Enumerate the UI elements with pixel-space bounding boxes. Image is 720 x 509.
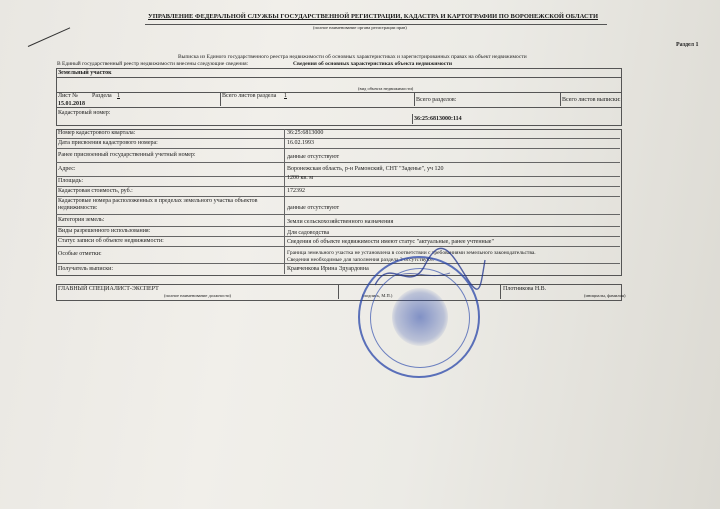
row-value: Воронежская область, р-н Рамонский, СНТ "Заденье", уч 120 [287,166,444,172]
divider [412,114,413,124]
pen-mark [28,27,70,47]
sign-caption: (подпись, М.П.) [362,293,393,298]
intro-text: В Единый государственный реестр недвижимости внесены следующие сведения: [57,61,249,67]
table-row [56,177,620,187]
column-divider [284,197,285,214]
row-label: Кадастровая стоимость, руб.: [58,188,133,194]
row-value: 172392 [287,188,305,194]
divider [56,77,622,78]
table-row [56,129,620,139]
name-caption: (инициалы, фамилия) [584,293,626,298]
row-label: Дата присвоения кадастрового номера: [58,140,158,146]
total-sheets-section-value: 1 [284,93,287,99]
column-divider [284,237,285,246]
column-divider [284,264,285,274]
column-divider [284,129,285,138]
row-label: Статус записи об объекте недвижимости: [58,238,164,244]
cadastral-number: 36:25:6813000:114 [414,116,462,122]
row-value: 36:25:6813000 [287,130,324,136]
row-value: Земли сельскохозяйственного назначения [287,219,394,225]
section-label: Раздела [92,93,112,99]
object-type-caption: (вид объекта недвижимости) [358,86,414,91]
signature-scribble [370,245,490,305]
row-label: Виды разрешенного использования: [58,228,151,234]
divider [56,92,622,93]
row-label: Адрес: [58,166,76,172]
issue-date: 15.01.2018 [58,101,85,107]
column-divider [284,177,285,186]
table-row [56,187,620,197]
section-value: 1 [117,93,120,99]
row-label: Ранее присвоенный государственный учетный номер: [58,152,196,158]
row-label: Номер кадастрового квартала: [58,130,136,136]
column-divider [284,187,285,196]
info-title: Сведения об основных характеристиках объекта недвижимости [293,61,453,67]
agency-name: УПРАВЛЕНИЕ ФЕДЕРАЛЬНОЙ СЛУЖБЫ ГОСУДАРСТВЕННОЙ РЕГИСТРАЦИИ, КАДАСТРА И КАРТОГРАФИИ ПО ВОРОНЕЖСКОЙ ОБЛАСТИ [148,13,599,20]
column-divider [284,215,285,226]
object-type: Земельный участок [58,70,112,76]
divider [414,92,415,106]
sheet-label: Лист № [58,93,78,99]
position-caption: (полное наименование должности) [164,293,231,298]
divider [220,92,221,106]
table-row [56,139,620,149]
row-label: Площадь: [58,178,84,184]
column-divider [284,227,285,236]
row-value: Кравченкова Ирина Эдуардовна [287,266,369,272]
row-value: 1200 кв. м [287,175,314,181]
row-value: данные отсутствуют [287,205,340,211]
row-label: Получатель выписки: [58,266,114,272]
row-label-continued: недвижимости: [58,205,98,211]
row-label: Категория земель: [58,217,105,223]
table-row [56,197,620,215]
column-divider [284,247,285,263]
table-row [56,237,620,247]
signer-position: ГЛАВНЫЙ СПЕЦИАЛИСТ-ЭКСПЕРТ [58,286,159,292]
total-sheets-section-label: Всего листов раздела [222,93,277,99]
divider [500,284,501,299]
table-row [56,149,620,163]
total-sections-label: Всего разделов: [416,97,457,103]
total-sheets-label: Всего листов выписки: [562,97,621,103]
table-row [56,247,620,264]
row-value: Граница земельного участка не установлена в соответствии с требованиями земельного законодательства. [287,250,536,256]
divider [338,284,339,299]
section-number: Раздел 1 [676,42,699,48]
table-row [56,264,620,274]
cadastral-label: Кадастровый номер: [58,110,111,116]
row-value-continued: Сведения необходимые для заполнения раздела 3 отсутствуют. [287,257,435,263]
row-value: Для садоводства [287,230,330,236]
divider [560,92,561,106]
row-value: 16.02.1993 [287,140,314,146]
table-row [56,215,620,227]
column-divider [284,163,285,176]
table-row [56,163,620,177]
divider [56,107,622,108]
column-divider [284,149,285,162]
row-label: Особые отметки: [58,251,102,257]
table-row [56,227,620,237]
row-value: Сведения об объекте недвижимости имеют статус "актуальные, ранее учтенные" [287,239,494,245]
agency-caption: (полное наименование органа регистрации прав) [313,25,407,30]
signer-name: Плотникова Н.В. [503,286,547,292]
row-value: данные отсутствуют [287,154,340,160]
row-label: Кадастровые номера расположенных в пределах земельного участка объектов [58,198,258,204]
column-divider [284,139,285,148]
extract-title: Выписка из Единого государственного реестра недвижимости об основных характеристиках и зарегистрированных правах на объект недвижимости [178,54,527,60]
